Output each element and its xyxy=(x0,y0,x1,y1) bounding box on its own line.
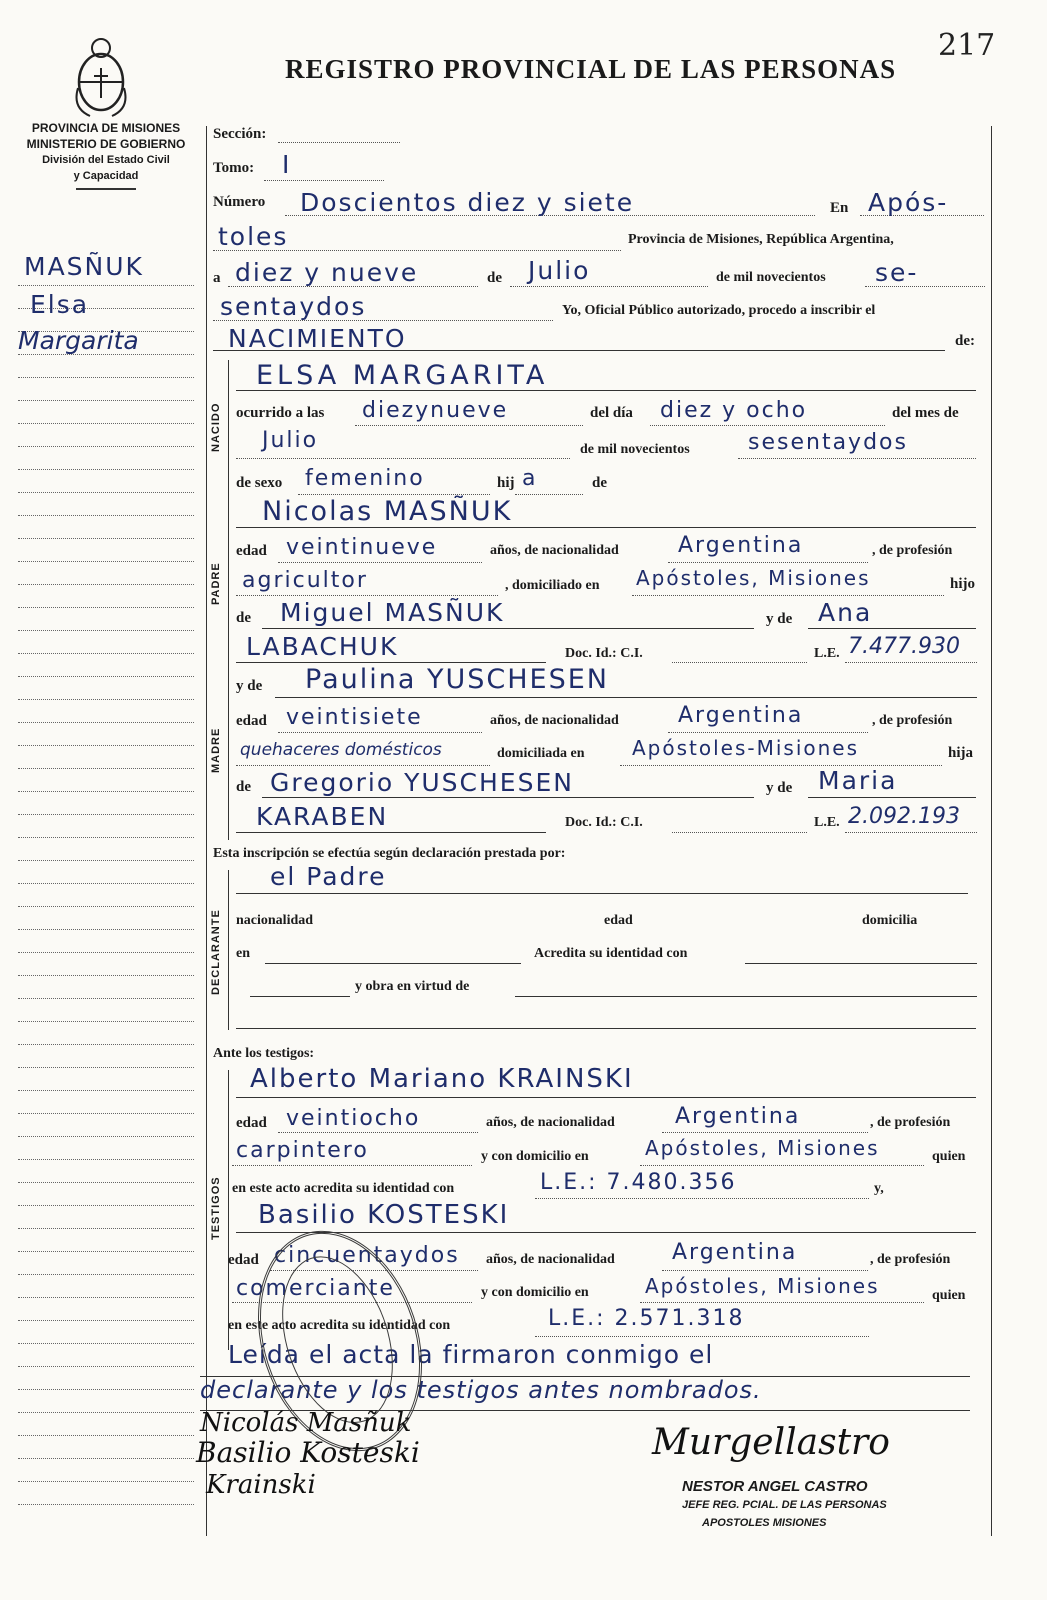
label-t2-dom: y con domicilio en xyxy=(481,1285,589,1300)
header-division: División del Estado Civil xyxy=(42,154,170,166)
margin-line xyxy=(18,1435,194,1436)
label-de-mil2: de mil novecientos xyxy=(580,442,690,457)
label-hij-de: de xyxy=(592,475,607,491)
value-t2-edad: cincuentaydos xyxy=(274,1243,460,1268)
label-abuelo-mat-de: de xyxy=(236,779,251,795)
label-ocurrido: ocurrido a las xyxy=(236,405,325,421)
label-y-de-mat: y de xyxy=(766,780,793,796)
label-madre-y-de: y de xyxy=(236,678,263,694)
value-abuela-mat1: Maria xyxy=(818,766,898,795)
side-label-nacido: NACIDO xyxy=(210,402,222,452)
margin-line xyxy=(18,814,194,815)
label-t1-dom: y con domicilio en xyxy=(481,1149,589,1164)
label-t1-y: y, xyxy=(874,1181,884,1196)
value-t1-dom: Apóstoles, Misiones xyxy=(645,1136,880,1160)
value-t1-le: L.E.: 7.480.356 xyxy=(540,1170,737,1195)
label-y-de-pat: y de xyxy=(766,611,793,627)
label-declaracion: Esta inscripción se efectúa según declaración prestada por: xyxy=(213,846,566,861)
value-madre-prof: quehaceres domésticos xyxy=(240,740,442,760)
signature-declarante: Nicolás Masñuk xyxy=(200,1408,412,1438)
value-madre-edad: veintisiete xyxy=(286,705,423,730)
coat-of-arms-icon xyxy=(70,28,132,120)
label-t1-acredita: en este acto acredita su identidad con xyxy=(232,1181,455,1196)
label-t2-prof: , de profesión xyxy=(870,1252,951,1267)
margin-line xyxy=(18,515,194,516)
side-label-declarante: DECLARANTE xyxy=(210,909,222,995)
margin-line xyxy=(18,469,194,470)
margin-line xyxy=(18,1090,194,1091)
margin-line xyxy=(18,1389,194,1390)
value-t2-nac: Argentina xyxy=(672,1240,798,1265)
label-del-dia: del día xyxy=(590,405,633,421)
value-dia: diez y nueve xyxy=(235,258,419,287)
label-t1-edad: edad xyxy=(236,1115,267,1131)
margin-line xyxy=(18,1481,194,1482)
margin-line xyxy=(18,400,194,401)
value-padre-le: 7.477.930 xyxy=(848,634,960,659)
value-abuela-mat2: KARABEN xyxy=(256,802,389,831)
margin-line xyxy=(18,561,194,562)
value-padre-edad: veintinueve xyxy=(286,535,438,560)
margin-line xyxy=(18,837,194,838)
value-anio-nac: sesentaydos xyxy=(748,430,908,455)
official-role: JEFE REG. PCIAL. DE LAS PERSONAS xyxy=(682,1499,887,1511)
signature-official: Murgellastro xyxy=(652,1422,890,1463)
margin-line xyxy=(18,1044,194,1045)
margin-line xyxy=(18,860,194,861)
label-de-mil: de mil novecientos xyxy=(716,270,826,285)
label-t2-acredita: en este acto acredita su identidad con xyxy=(228,1318,451,1333)
label-t1-quien: quien xyxy=(932,1149,966,1164)
label-le-padre: L.E. xyxy=(814,646,840,661)
document-title: REGISTRO PROVINCIAL DE LAS PERSONAS xyxy=(285,54,897,84)
value-lugar: toles xyxy=(218,222,289,251)
header-ministry: MINISTERIO DE GOBIERNO xyxy=(26,137,186,151)
margin-line xyxy=(18,1205,194,1206)
label-doc-madre: Doc. Id.: C.I. xyxy=(565,815,643,830)
margin-line xyxy=(18,906,194,907)
label-yo: Yo, Oficial Público autorizado, procedo a inscribir el xyxy=(562,303,876,318)
label-del-mes: del mes de xyxy=(892,405,959,421)
margin-line xyxy=(18,1504,194,1505)
label-dec-domicilia: domicilia xyxy=(862,913,918,928)
side-label-padre: PADRE xyxy=(210,562,222,605)
margin-line xyxy=(18,883,194,884)
label-hij: hij xyxy=(497,475,515,491)
margin-line xyxy=(18,929,194,930)
margin-line xyxy=(18,538,194,539)
margin-line xyxy=(18,1343,194,1344)
value-t2-le: L.E.: 2.571.318 xyxy=(548,1306,745,1331)
margin-line xyxy=(18,722,194,723)
value-mes-nac: Julio xyxy=(262,428,319,453)
side-label-madre: MADRE xyxy=(210,727,222,773)
label-testigos: Ante los testigos: xyxy=(213,1046,315,1061)
margin-line xyxy=(18,1113,194,1114)
margin-line xyxy=(18,975,194,976)
value-numero: Doscientos diez y siete xyxy=(300,188,635,217)
label-le-madre: L.E. xyxy=(814,815,840,830)
label-hijo: hijo xyxy=(950,576,976,592)
margin-name-second: Margarita xyxy=(18,326,139,355)
value-t1-prof: carpintero xyxy=(236,1138,369,1163)
label-de-colon: de: xyxy=(955,333,975,349)
margin-line xyxy=(18,676,194,677)
margin-line xyxy=(18,607,194,608)
value-nombre: ELSA MARGARITA xyxy=(256,360,549,391)
margin-line xyxy=(18,1021,194,1022)
value-dia-nac: diez y ocho xyxy=(660,398,808,423)
value-declarante: el Padre xyxy=(270,862,387,891)
value-sexo: femenino xyxy=(305,466,425,491)
label-sexo: de sexo xyxy=(236,475,283,491)
margin-line xyxy=(18,745,194,746)
label-padre-nac: años, de nacionalidad xyxy=(490,543,619,558)
margin-line xyxy=(18,584,194,585)
margin-line xyxy=(18,285,194,286)
label-madre-edad: edad xyxy=(236,713,267,729)
label-provincia: Provincia de Misiones, República Argentina, xyxy=(628,232,894,247)
value-anio2: sentaydos xyxy=(220,292,367,321)
value-mes: Julio xyxy=(528,256,591,285)
value-testigo1: Alberto Mariano KRAINSKI xyxy=(250,1064,634,1094)
margin-line xyxy=(18,492,194,493)
margin-line xyxy=(18,1228,194,1229)
value-hij: a xyxy=(522,466,538,491)
margin-line xyxy=(18,1412,194,1413)
signature-testigo1: Krainski xyxy=(206,1470,316,1500)
label-domiciliada: domiciliada en xyxy=(497,746,585,761)
margin-line xyxy=(18,1067,194,1068)
margin-name-first: Elsa xyxy=(30,290,90,319)
label-seccion: Sección: xyxy=(213,126,267,142)
value-padre-nombre: Nicolas MASÑUK xyxy=(262,496,513,527)
value-padre-dom: Apóstoles, Misiones xyxy=(636,566,871,590)
value-abuelo-mat: Gregorio YUSCHESEN xyxy=(270,768,574,797)
label-padre-edad: edad xyxy=(236,543,267,559)
label-dec-nacionalidad: nacionalidad xyxy=(236,913,314,928)
margin-line xyxy=(18,1458,194,1459)
margin-line xyxy=(18,1274,194,1275)
official-place: APOSTOLES MISIONES xyxy=(702,1517,827,1529)
margin-line xyxy=(18,768,194,769)
label-madre-prof: , de profesión xyxy=(872,713,953,728)
header-province: PROVINCIA DE MISIONES xyxy=(31,121,181,135)
label-abuelo-pat-de: de xyxy=(236,610,251,626)
margin-line xyxy=(18,1159,194,1160)
margin-line xyxy=(18,377,194,378)
value-cierre1: Leída el acta la firmaron conmigo el xyxy=(228,1340,714,1369)
label-t2-quien: quien xyxy=(932,1288,966,1303)
side-label-testigos: TESTIGOS xyxy=(210,1176,222,1240)
label-t2-nac: años, de nacionalidad xyxy=(486,1252,615,1267)
value-t1-edad: veintiocho xyxy=(286,1106,421,1131)
margin-line xyxy=(18,423,194,424)
value-acto: NACIMIENTO xyxy=(228,324,407,353)
value-madre-dom: Apóstoles-Misiones xyxy=(632,736,860,760)
margin-line xyxy=(18,630,194,631)
issuer-header xyxy=(16,120,196,190)
official-name: NESTOR ANGEL CASTRO xyxy=(682,1478,868,1495)
value-abuelo-pat: Miguel MASÑUK xyxy=(280,598,505,627)
value-testigo2: Basilio KOSTESKI xyxy=(258,1200,510,1230)
value-anio1: se- xyxy=(875,258,919,287)
page-number: 217 xyxy=(938,28,996,63)
label-t2-edad: edad xyxy=(228,1252,259,1268)
label-en: En xyxy=(830,200,849,216)
label-t1-prof: , de profesión xyxy=(870,1115,951,1130)
value-t2-dom: Apóstoles, Misiones xyxy=(645,1274,880,1298)
header-capacity: y Capacidad xyxy=(73,170,139,182)
value-madre-nombre: Paulina YUSCHESEN xyxy=(305,664,609,695)
value-abuela-pat2: LABACHUK xyxy=(246,632,399,661)
official-stamp-text xyxy=(682,1478,887,1532)
label-numero: Número xyxy=(213,194,266,210)
label-madre-nac: años, de nacionalidad xyxy=(490,713,619,728)
label-dec-acredita: Acredita su identidad con xyxy=(534,946,688,961)
signature-testigo2: Basilio Kosteski xyxy=(196,1436,420,1469)
margin-line xyxy=(18,1297,194,1298)
value-tomo: I xyxy=(282,150,292,179)
margin-line xyxy=(18,1182,194,1183)
margin-name-surname: MASÑUK xyxy=(24,252,144,281)
label-dec-edad: edad xyxy=(604,913,633,928)
margin-line xyxy=(18,1320,194,1321)
margin-line xyxy=(18,952,194,953)
label-hija: hija xyxy=(948,745,974,761)
value-padre-nac: Argentina xyxy=(678,533,804,558)
label-dec-obra: y obra en virtud de xyxy=(355,979,470,994)
label-doc-padre: Doc. Id.: C.I. xyxy=(565,646,643,661)
value-cierre2: declarante y los testigos antes nombrados. xyxy=(200,1376,762,1404)
label-t1-nac: años, de nacionalidad xyxy=(486,1115,615,1130)
margin-line xyxy=(18,791,194,792)
value-en: Após- xyxy=(868,188,949,217)
label-tomo: Tomo: xyxy=(213,160,255,176)
label-de: de xyxy=(487,270,502,286)
margin-line xyxy=(18,446,194,447)
label-a: a xyxy=(213,270,221,286)
value-abuela-pat1: Ana xyxy=(818,598,873,627)
label-dec-en: en xyxy=(236,946,250,961)
value-madre-nac: Argentina xyxy=(678,703,804,728)
margin-line xyxy=(18,653,194,654)
margin-line xyxy=(18,699,194,700)
margin-line xyxy=(18,1251,194,1252)
value-madre-le: 2.092.193 xyxy=(848,804,960,829)
value-t2-prof: comerciante xyxy=(236,1276,395,1301)
label-padre-prof: , de profesión xyxy=(872,543,953,558)
value-t1-nac: Argentina xyxy=(675,1104,801,1129)
margin-line xyxy=(18,1136,194,1137)
value-padre-prof: agricultor xyxy=(242,568,368,593)
margin-line xyxy=(18,998,194,999)
label-domiciliado: , domiciliado en xyxy=(505,578,600,593)
margin-line xyxy=(18,1366,194,1367)
value-hora: diezynueve xyxy=(362,398,509,423)
